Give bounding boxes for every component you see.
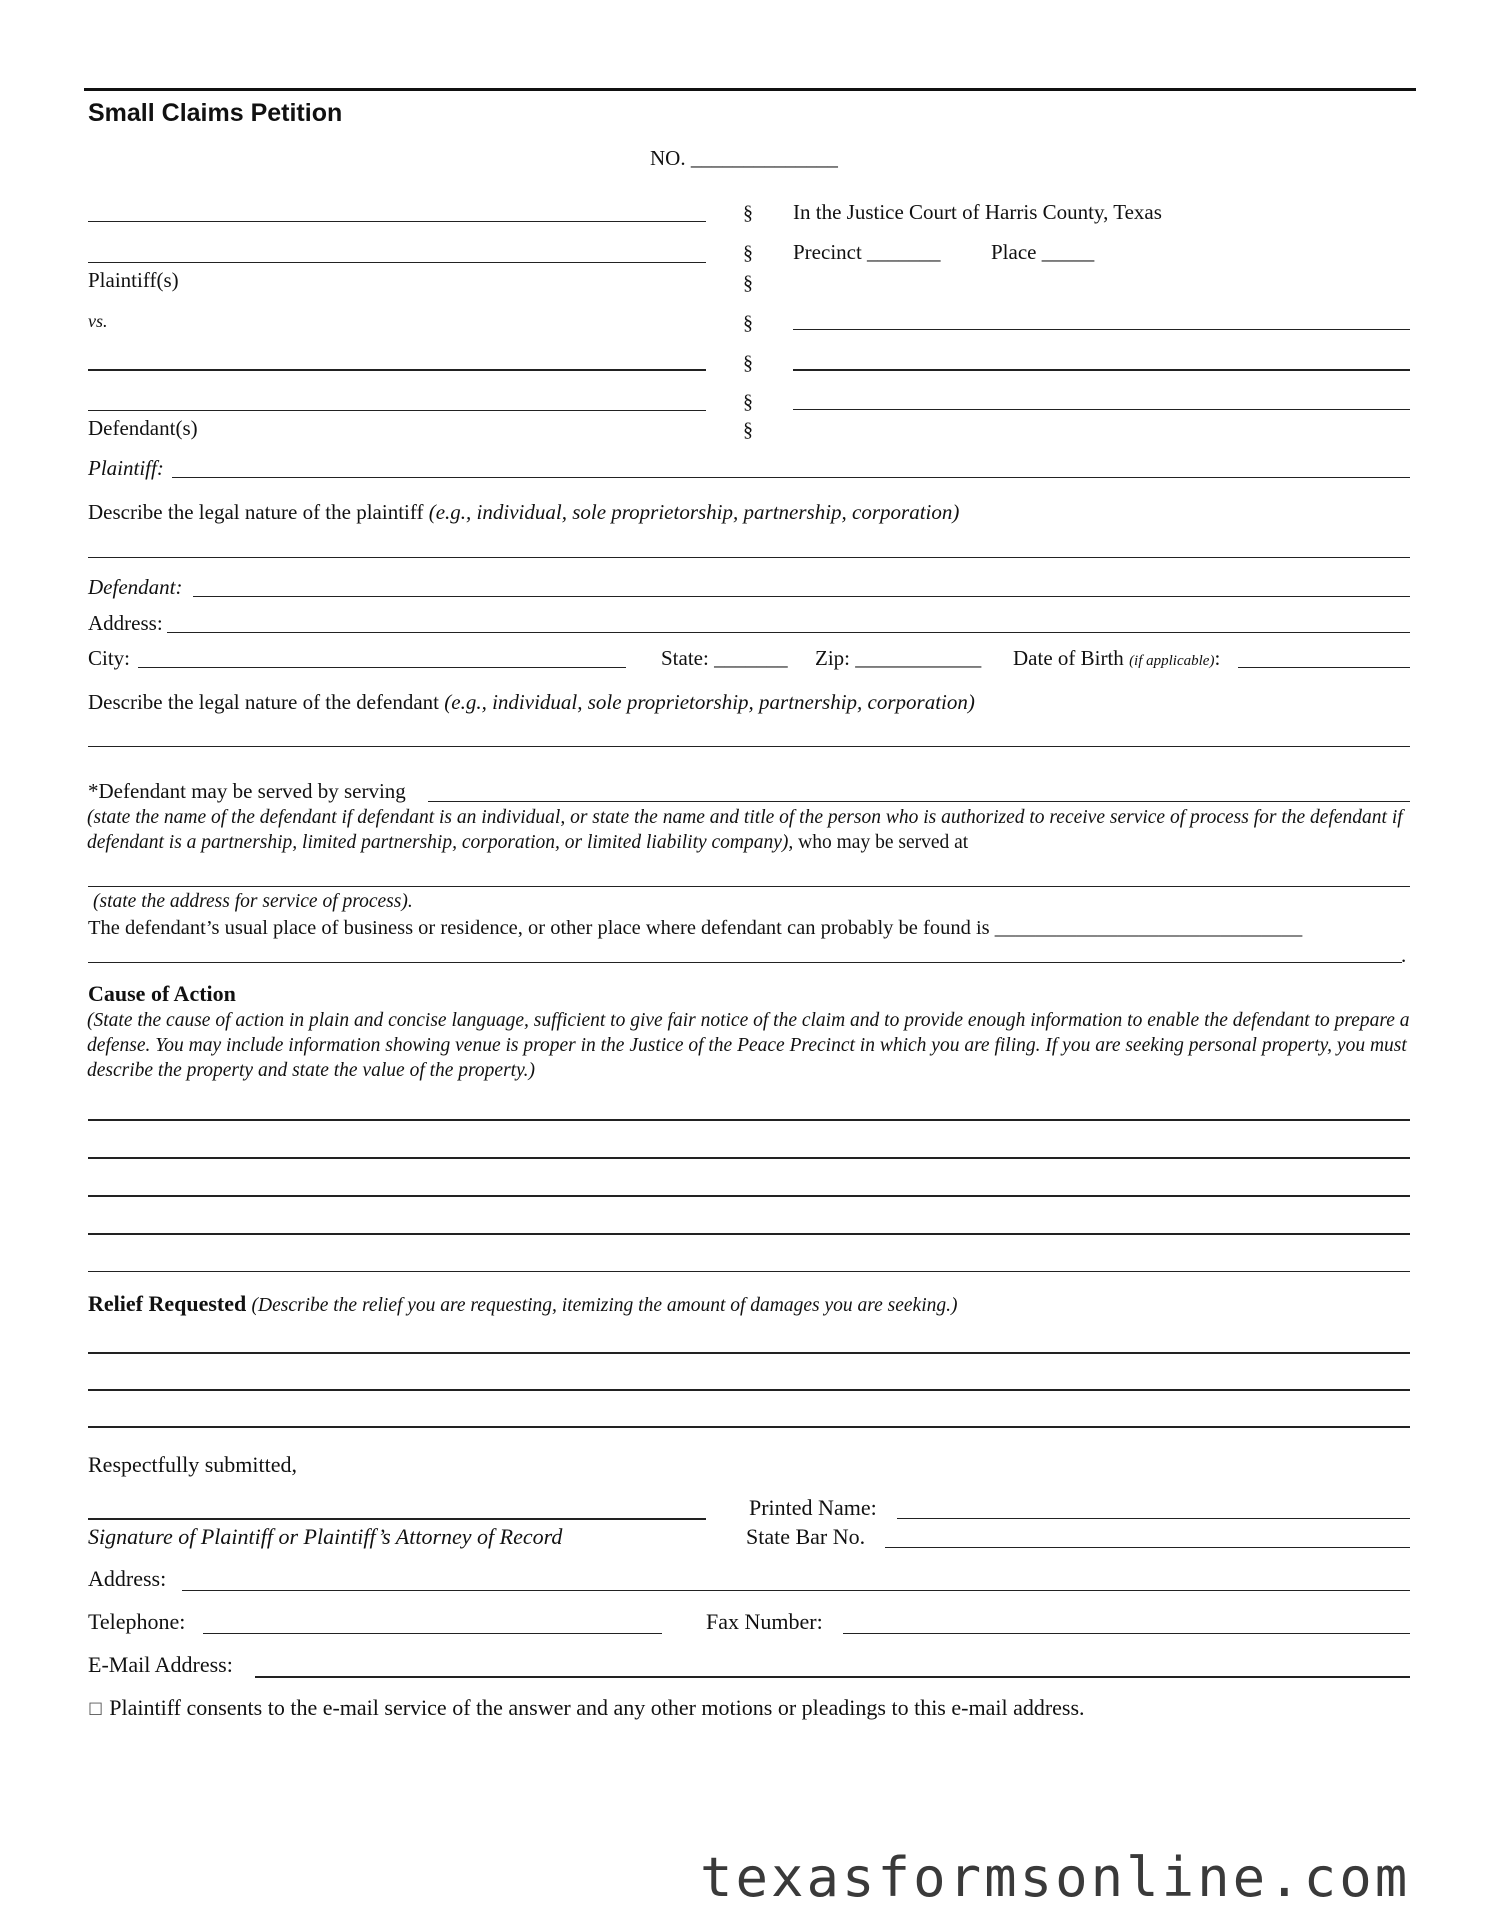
defendant-input-line[interactable]: [193, 596, 1410, 597]
defendant-address-line[interactable]: [167, 632, 1410, 633]
relief-heading-row: [88, 1292, 958, 1318]
telephone-label: Telephone:: [88, 1609, 186, 1634]
plaintiff-nature-hint: (e.g., individual, sole proprietorship, partnership, corporation): [428, 500, 960, 524]
email-label: E-Mail Address:: [88, 1652, 233, 1677]
watermark: texasformsonline.com: [700, 1846, 1411, 1909]
cause-line-5[interactable]: [88, 1271, 1410, 1272]
consent-checkbox[interactable]: ☐: [88, 1700, 104, 1720]
section-symbol: §: [743, 391, 753, 413]
case-number[interactable]: NO. ______________: [650, 146, 838, 170]
fax-label: Fax Number:: [706, 1609, 823, 1634]
defendant-address-label: Address:: [88, 611, 163, 635]
consent-row: [88, 1696, 1085, 1722]
served-at-text: who may be served at: [793, 832, 969, 853]
defendant-nature-prompt: [88, 690, 975, 714]
signature-line[interactable]: [88, 1518, 706, 1520]
section-symbol: §: [743, 419, 753, 441]
defendant-dob-line[interactable]: [1238, 667, 1410, 668]
signature-label: Signature of Plaintiff or Plaintiff’s Attorney of Record: [88, 1524, 563, 1549]
usual-place-line[interactable]: [88, 962, 1402, 963]
served-by-label: *Defendant may be served by serving: [88, 779, 406, 803]
plaintiff-input-line[interactable]: [172, 477, 1410, 478]
relief-line-3[interactable]: [88, 1426, 1410, 1428]
plaintiff-name-line-1[interactable]: [88, 221, 706, 222]
usual-place-text: The defendant’s usual place of business or residence, or other place where defendant can probably be found is ______________________________: [88, 917, 1303, 939]
defendant-name-line-1[interactable]: [88, 369, 706, 371]
respectfully-submitted: Respectfully submitted,: [88, 1452, 297, 1477]
bar-no-line[interactable]: [885, 1547, 1410, 1548]
printed-name-label: Printed Name:: [749, 1495, 877, 1520]
top-rule: [84, 88, 1416, 91]
defendant-state-field[interactable]: State: _______: [661, 646, 788, 670]
section-symbol: §: [743, 242, 753, 264]
plaintiff-name-line-2[interactable]: [88, 262, 706, 263]
consent-text: Plaintiff consents to the e-mail service of the answer and any other motions or pleadings to this e-mail address.: [109, 1695, 1085, 1720]
section-symbol: §: [743, 272, 753, 294]
sig-address-line[interactable]: [182, 1590, 1410, 1591]
section-symbol: §: [743, 352, 753, 374]
place-field[interactable]: Place _____: [991, 240, 1095, 264]
court-line-3[interactable]: [793, 409, 1410, 410]
relief-heading: Relief Requested: [88, 1291, 247, 1316]
service-instructions: [87, 805, 1417, 855]
cause-line-2[interactable]: [88, 1157, 1410, 1159]
court-name: In the Justice Court of Harris County, Texas: [793, 200, 1162, 224]
telephone-line[interactable]: [203, 1633, 662, 1634]
section-symbol: §: [743, 202, 753, 224]
fax-line[interactable]: [843, 1633, 1410, 1634]
dob-hint: (if applicable): [1129, 653, 1215, 669]
cause-heading: Cause of Action: [88, 981, 236, 1006]
court-line-2[interactable]: [793, 369, 1410, 371]
defendant-nature-hint: (e.g., individual, sole proprietorship, partnership, corporation): [444, 690, 975, 714]
defendant-city-label: City:: [88, 646, 131, 670]
plaintiff-nature-label: Describe the legal nature of the plaintiff: [88, 500, 424, 524]
service-instructions-text: (state the name of the defendant if defendant is an individual, or state the name and title of the person who is authorized to receive service of process for the defendant if defendant is a partnership, limited partnership, corporation, or limited liability company),: [87, 807, 1403, 853]
usual-place-period: .: [1401, 943, 1407, 967]
plaintiff-nature-line[interactable]: [88, 557, 1410, 558]
defendant-name-line-2[interactable]: [88, 410, 706, 411]
precinct-field[interactable]: Precinct _______: [793, 240, 941, 264]
defendant-zip-field[interactable]: Zip: ____________: [815, 646, 982, 670]
dob-label: Date of Birth: [1013, 646, 1124, 670]
relief-instructions: (Describe the relief you are requesting, itemizing the amount of damages you are seeking.): [251, 1295, 958, 1316]
defendant-dob-prompt: [1013, 646, 1220, 673]
defendants-label: Defendant(s): [88, 416, 198, 440]
email-line[interactable]: [255, 1676, 1410, 1678]
cause-line-4[interactable]: [88, 1233, 1410, 1235]
sig-address-label: Address:: [88, 1566, 167, 1591]
served-by-line[interactable]: [428, 801, 1410, 802]
plaintiff-nature-prompt: [88, 500, 959, 524]
defendant-nature-label: Describe the legal nature of the defendant: [88, 690, 440, 714]
relief-line-1[interactable]: [88, 1352, 1410, 1354]
defendant-nature-line[interactable]: [88, 746, 1410, 747]
cause-instructions: (State the cause of action in plain and concise language, sufficient to give fair notice of the claim and to provide enough information to enable the defendant to prepare a defense. You may include information showing venue is proper in the Justice of the Peace Precinct in which you are filing. If you are seeking personal property, you must describe the property and state the value of the property.): [87, 1010, 1410, 1081]
plaintiff-label: Plaintiff:: [88, 456, 164, 480]
cause-line-3[interactable]: [88, 1195, 1410, 1197]
defendant-label: Defendant:: [88, 575, 183, 599]
service-address-line[interactable]: [88, 886, 1410, 887]
vs-label: vs.: [88, 311, 108, 331]
cause-line-1[interactable]: [88, 1119, 1410, 1121]
plaintiffs-label: Plaintiff(s): [88, 268, 179, 292]
printed-name-line[interactable]: [897, 1518, 1410, 1519]
section-symbol: §: [743, 312, 753, 334]
court-line-1[interactable]: [793, 329, 1410, 330]
defendant-city-line[interactable]: [138, 667, 626, 668]
relief-line-2[interactable]: [88, 1389, 1410, 1391]
page-title: Small Claims Petition: [88, 99, 343, 127]
dob-colon: :: [1214, 646, 1221, 670]
service-address-hint: (state the address for service of process).: [93, 891, 413, 912]
bar-no-label: State Bar No.: [746, 1524, 866, 1549]
